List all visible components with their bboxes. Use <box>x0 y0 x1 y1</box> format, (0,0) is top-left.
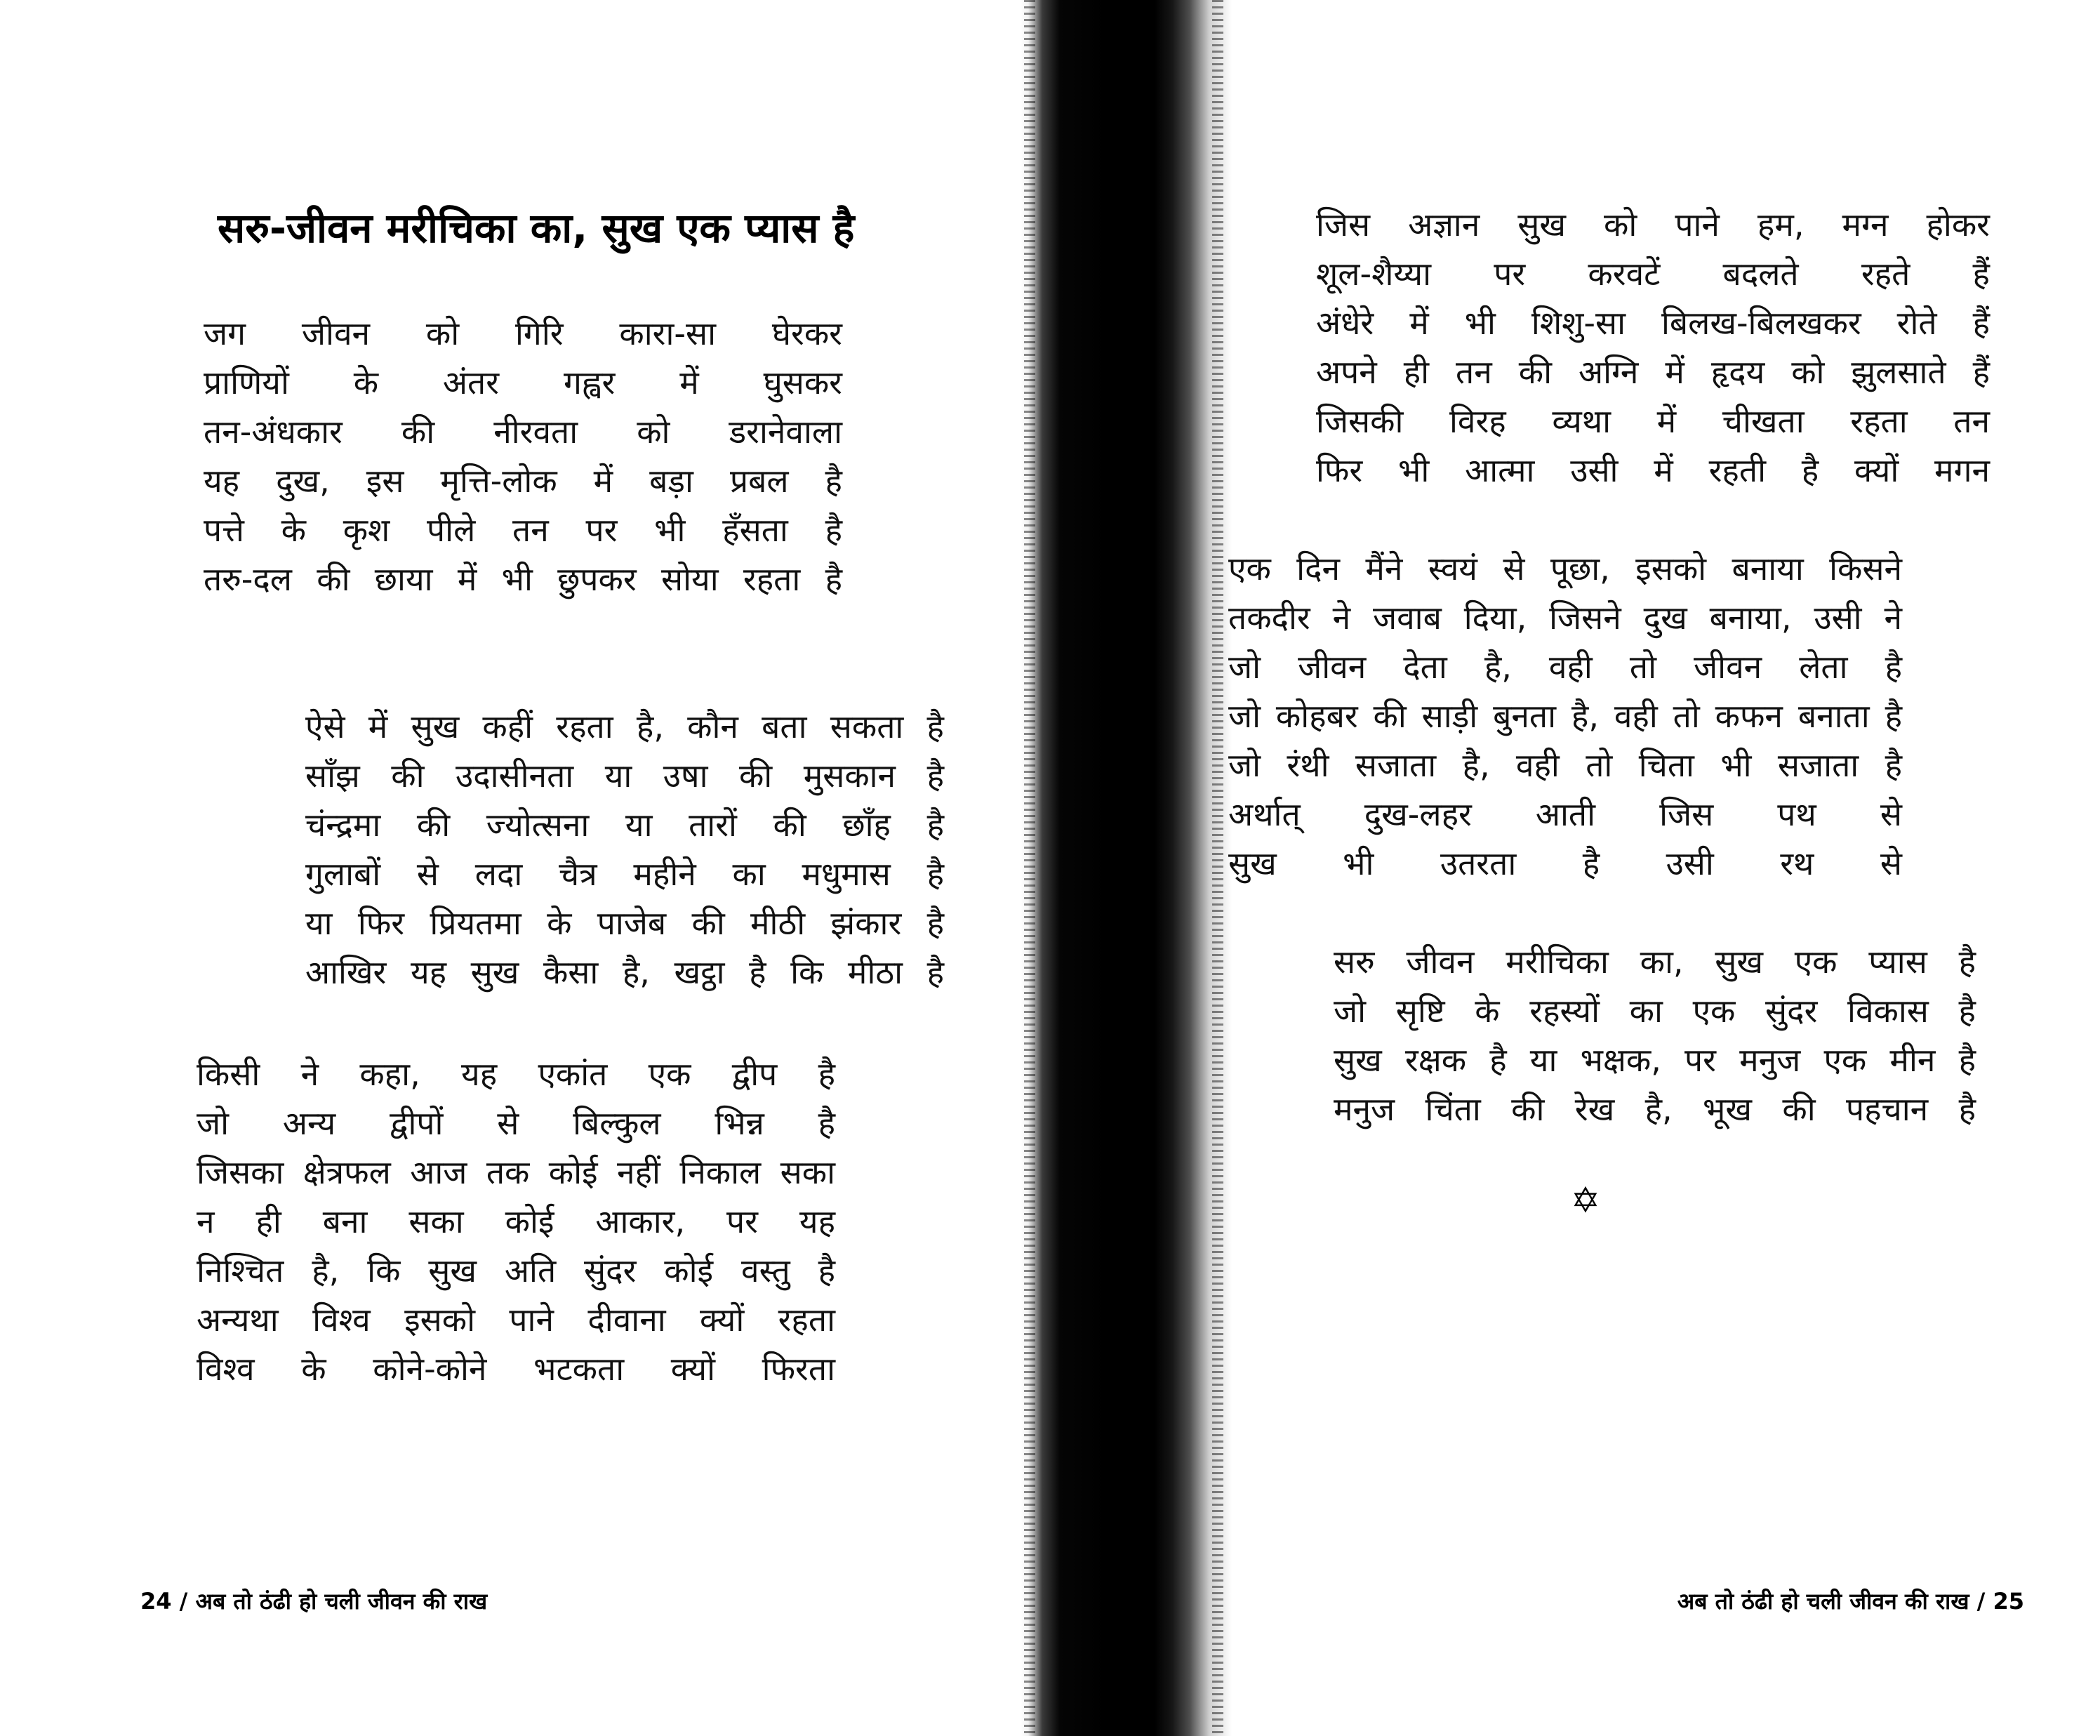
poem-line: अंधेरे में भी शिशु-सा बिलख-बिलखकर रोते हैं <box>1316 304 1990 342</box>
poem-line: जो सृष्टि के रहस्यों का एक सुंदर विकास है <box>1334 992 1976 1030</box>
star-ornament-icon: ✡ <box>1571 1180 1600 1221</box>
footer-right <box>1677 1585 2024 1617</box>
poem-line: ऐसे में सुख कहीं रहता है, कौन बता सकता है <box>305 708 944 746</box>
poem-line: जो रंथी सजाता है, वही तो चिता भी सजाता है <box>1228 746 1902 784</box>
poem-line: सुख भी उतरता है उसी रथ से <box>1228 844 1902 882</box>
poem-line: तन-अंधकार की नीरवता को डरानेवाला <box>204 413 842 451</box>
stanza-right-1 <box>1316 200 1990 495</box>
poem-line: तकदीर ने जवाब दिया, जिसने दुख बनाया, उसी ने <box>1228 599 1902 637</box>
stanza-right-3 <box>1334 937 1976 1134</box>
page-number-right: 25 <box>1993 1588 2024 1615</box>
book-gutter-shadow <box>1021 0 1232 1736</box>
stanza-left-3 <box>197 1049 835 1393</box>
poem-line: जिस अज्ञान सुख को पाने हम, मग्न होकर <box>1316 206 1990 244</box>
poem-line: विश्व के कोने-कोने भटकता क्यों फिरता <box>197 1350 835 1388</box>
poem-line: जग जीवन को गिरि कारा-सा घेरकर <box>204 314 842 352</box>
poem-line: मनुज चिंता की रेख है, भूख की पहचान है <box>1334 1090 1976 1128</box>
stanza-left-2 <box>305 702 944 997</box>
running-title-right: अब तो ठंढी हो चली जीवन की राख <box>1677 1588 1969 1615</box>
page-number-left: 24 <box>140 1588 172 1615</box>
poem-line: अपने ही तन की अग्नि में हृदय को झुलसाते हैं <box>1316 353 1990 391</box>
poem-line: एक दिन मैंने स्वयं से पूछा, इसको बनाया किसने <box>1228 550 1902 588</box>
poem-line: आखिर यह सुख कैसा है, खट्ठा है कि मीठा है <box>305 953 944 991</box>
poem-line: अर्थात् दुख-लहर आती जिस पथ से <box>1228 795 1902 833</box>
footer-separator: / <box>179 1588 188 1615</box>
poem-line: तरु-दल की छाया में भी छुपकर सोया रहता है <box>204 560 842 598</box>
poem-line: जो अन्य द्वीपों से बिल्कुल भिन्न है <box>197 1104 835 1142</box>
poem-line: चंन्द्रमा की ज्योत्सना या तारों की छाँह है <box>305 806 944 844</box>
poem-line: पत्ते के कृश पीले तन पर भी हँसता है <box>204 511 842 549</box>
poem-line: प्राणियों के अंतर गह्वर में घुसकर <box>204 364 842 402</box>
stanza-left-1 <box>204 309 842 604</box>
left-page <box>0 0 1025 1736</box>
poem-line: गुलाबों से लदा चैत्र महीने का मधुमास है <box>305 855 944 893</box>
poem-line: किसी ने कहा, यह एकांत एक द्वीप है <box>197 1055 835 1093</box>
gutter-noise-left <box>1024 0 1035 1736</box>
poem-line: अन्यथा विश्व इसको पाने दीवाना क्यों रहता <box>197 1301 835 1339</box>
poem-line: न ही बना सका कोई आकार, पर यह <box>197 1202 835 1240</box>
poem-line: साँझ की उदासीनता या उषा की मुसकान है <box>305 757 944 795</box>
footer-separator: / <box>1976 1588 1986 1615</box>
poem-line: फिर भी आत्मा उसी में रहती है क्यों मगन <box>1316 451 1990 489</box>
poem-line: जिसका क्षेत्रफल आज तक कोई नहीं निकाल सका <box>197 1153 835 1191</box>
stanza-right-2 <box>1228 544 1902 888</box>
poem-line: जो कोहबर की साड़ी बुनता है, वही तो कफन बनाता है <box>1228 697 1902 735</box>
running-title-left: अब तो ठंढी हो चली जीवन की राख <box>195 1588 488 1615</box>
poem-line: निश्चित है, कि सुख अति सुंदर कोई वस्तु है <box>197 1252 835 1290</box>
footer-left <box>140 1585 487 1617</box>
poem-line: सुख रक्षक है या भक्षक, पर मनुज एक मीन है <box>1334 1041 1976 1079</box>
poem-line: जिसकी विरह व्यथा में चीखता रहता तन <box>1316 402 1990 440</box>
poem-line: सरु जीवन मरीचिका का, सुख एक प्यास है <box>1334 943 1976 981</box>
poem-title: सरु-जीवन मरीचिका का, सुख एक प्यास है <box>218 204 855 252</box>
poem-line: या फिर प्रियतमा के पाजेब की मीठी झंकार है <box>305 904 944 942</box>
right-page <box>1207 0 2100 1736</box>
poem-line: शूल-शैय्या पर करवटें बदलते रहते हैं <box>1316 255 1990 293</box>
poem-line: यह दुख, इस मृत्ति-लोक में बड़ा प्रबल है <box>204 462 842 500</box>
poem-line: जो जीवन देता है, वही तो जीवन लेता है <box>1228 648 1902 686</box>
